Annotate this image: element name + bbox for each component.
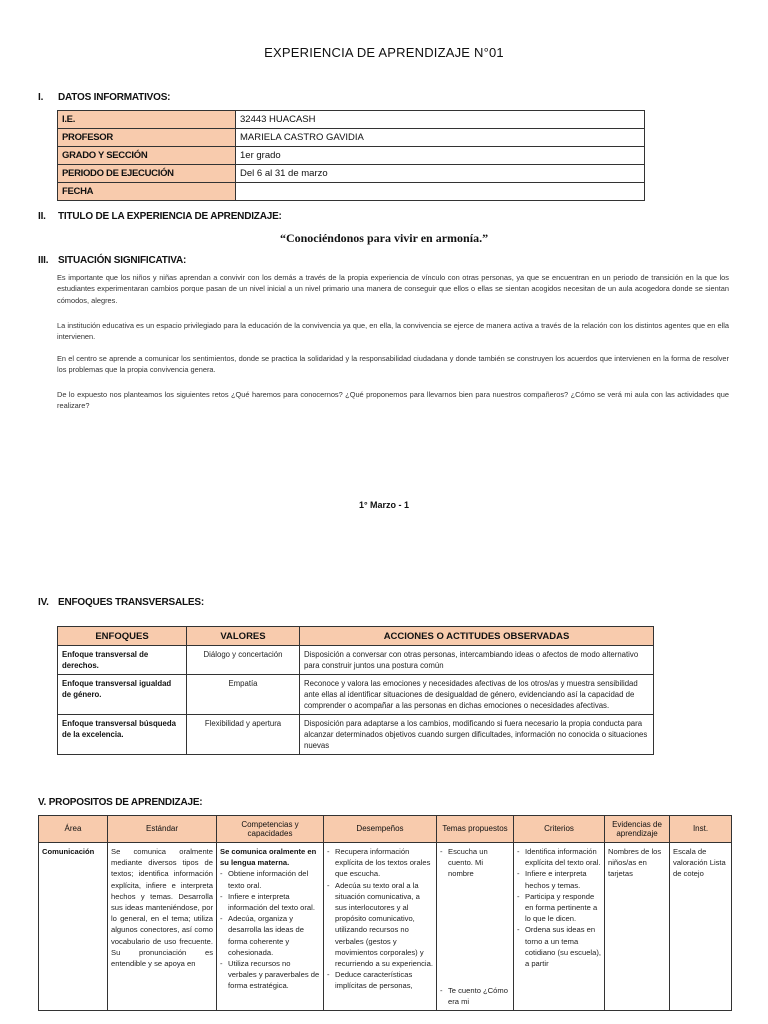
section-enfoques xyxy=(38,597,204,608)
section-title: V. PROPOSITOS DE APRENDIZAJE: xyxy=(38,797,203,808)
list-item: - Obtiene información del texto oral. xyxy=(220,868,320,890)
propositos-table xyxy=(38,815,732,1011)
section-situacion xyxy=(38,255,186,266)
column-header: Inst. xyxy=(670,816,732,843)
info-label: GRADO Y SECCIÓN xyxy=(58,147,236,165)
valor-cell: Flexibilidad y apertura xyxy=(187,715,300,755)
section-propositos xyxy=(38,797,202,808)
valor-cell: Empatía xyxy=(187,675,300,715)
section-title: ENFOQUES TRANSVERSALES: xyxy=(58,597,204,608)
table-row xyxy=(58,183,645,201)
document-title: EXPERIENCIA DE APRENDIZAJE N°01 xyxy=(264,45,504,60)
acciones-cell: Disposición a conversar con otras personas, intercambiando ideas o afectos de modo alternativo para construir juntos una postura común xyxy=(300,646,654,675)
acciones-cell: Disposición para adaptarse a los cambios, modificando si fuera necesario la propia conducta para alcanzar determinados objetivos cuando surgen dificultades, información no conocida o situaciones nuevas xyxy=(300,715,654,755)
estandar-cell: Se comunica oralmente mediante diversos tipos de textos; identifica información explícita, infiere e interpreta hechos y temas. Desarrolla sus ideas manteniéndose, por lo general, en el tema; utiliza algunos conectores, así como vocabulario de uso frecuente. Su pronunciación es entendible y se apoya en xyxy=(108,843,217,1011)
table-header-row xyxy=(58,627,654,646)
list-item: - Identifica información explícita del texto oral. xyxy=(517,846,601,868)
enfoques-table xyxy=(57,626,654,755)
list-item: - Adecúa su texto oral a la situación comunicativa, a sus interlocutores y al propósito comunicativo, utilizando recursos no verbales (gestos y movimientos corporales) y recurriendo a su experiencia. xyxy=(327,880,433,970)
list-item: - Infiere e interpreta hechos y temas. xyxy=(517,868,601,890)
column-header: ENFOQUES xyxy=(58,627,187,646)
enfoque-cell: Enfoque transversal de derechos. xyxy=(58,646,187,675)
section-title: TITULO DE LA EXPERIENCIA DE APRENDIZAJE: xyxy=(58,211,282,222)
paragraph: En el centro se aprende a comunicar los sentimientos, donde se practica la solidaridad y la responsabilidad ciudadana y donde también se construyen los acuerdos que intervienen en la forma de resolver los problemas que la propia convivencia genera. xyxy=(57,354,729,375)
info-table xyxy=(57,110,645,201)
acciones-cell: Reconoce y valora las emociones y necesidades afectivas de los otros/as y muestra sensibilidad ante ellas al identificar situaciones de desigualdad de género, evidenciando así la capacidad de comprender o acompañar a las personas en dichas emociones o necesidades afectivas. xyxy=(300,675,654,715)
temas-list xyxy=(440,846,510,880)
enfoque-cell: Enfoque transversal búsqueda de la excelencia. xyxy=(58,715,187,755)
list-item: - Escucha un cuento. Mi nombre xyxy=(440,846,510,880)
area-cell: Comunicación xyxy=(39,843,108,1011)
column-header: Desempeños xyxy=(324,816,437,843)
info-label: PROFESOR xyxy=(58,129,236,147)
desempenos-list xyxy=(327,846,433,992)
table-header-row xyxy=(39,816,732,843)
table-row xyxy=(58,715,654,755)
section-datos-informativos xyxy=(38,92,170,103)
desempenos-cell xyxy=(324,843,437,1011)
page-label: 1° Marzo - 1 xyxy=(358,500,410,510)
list-item: - Recupera información explícita de los textos orales que escucha. xyxy=(327,846,433,880)
column-header: Estándar xyxy=(108,816,217,843)
table-row xyxy=(58,111,645,129)
column-header: Evidencias de aprendizaje xyxy=(605,816,670,843)
evidencias-cell: Nombres de los niños/as en tarjetas xyxy=(605,843,670,1011)
column-header: Temas propuestos xyxy=(437,816,514,843)
section-number: IV. xyxy=(38,597,49,608)
capacidades-list xyxy=(220,868,320,991)
inst-cell: Escala de valoración Lista de cotejo xyxy=(670,843,732,1011)
info-label: I.E. xyxy=(58,111,236,129)
column-header: VALORES xyxy=(187,627,300,646)
enfoque-cell: Enfoque transversal igualdad de género. xyxy=(58,675,187,715)
temas-cell xyxy=(437,843,514,1011)
list-item: - Utiliza recursos no verbales y paraverbales de forma estratégica. xyxy=(220,958,320,992)
list-item: - Ordena sus ideas en torno a un tema cotidiano (su escuela), a partir xyxy=(517,924,601,969)
table-row xyxy=(58,147,645,165)
paragraph: Es importante que los niños y niñas aprendan a convivir con los demás a través de la propia experiencia de vínculo con otras personas, ya que se encuentran en un periodo de transición en la que los estudiantes experimentaran cambios porque pasan de un nivel inicial a un nivel primario una manera de conseguir que ellos o ellas se sientan acogidos necesitan de un aula acogedora donde se sientan cómodos, alegres. xyxy=(57,273,729,305)
experience-title: “Conociéndonos para vivir en armonía.” xyxy=(279,231,489,245)
info-value: 32443 HUACASH xyxy=(236,111,645,129)
competencias-cell xyxy=(217,843,324,1011)
table-row xyxy=(58,165,645,183)
info-label: FECHA xyxy=(58,183,236,201)
info-value: MARIELA CASTRO GAVIDIA xyxy=(236,129,645,147)
table-row xyxy=(39,843,732,1011)
section-title: DATOS INFORMATIVOS: xyxy=(58,92,171,103)
info-label: PERIODO DE EJECUCIÓN xyxy=(58,165,236,183)
list-item: - Infiere e interpreta información del texto oral. xyxy=(220,891,320,913)
valor-cell: Diálogo y concertación xyxy=(187,646,300,675)
section-number: I. xyxy=(38,92,44,103)
table-row xyxy=(58,646,654,675)
section-titulo xyxy=(38,211,282,222)
list-item: - Te cuento ¿Cómo era mi xyxy=(440,985,510,1007)
table-row xyxy=(58,675,654,715)
paragraph: La institución educativa es un espacio privilegiado para la educación de la convivencia ya que, en ella, la convivencia se ejerce de manera activa a través de la relación con los distintos agentes que en ella intervienen. xyxy=(57,321,729,342)
info-value: 1er grado xyxy=(236,147,645,165)
table-row xyxy=(58,129,645,147)
competencia-title: Se comunica oralmente en su lengua materna. xyxy=(220,847,317,868)
info-value: Del 6 al 31 de marzo xyxy=(236,165,645,183)
column-header: Criterios xyxy=(514,816,605,843)
info-value xyxy=(236,183,645,201)
list-item: - Participa y responde en forma pertinente a lo que le dicen. xyxy=(517,891,601,925)
column-header: Competencias y capacidades xyxy=(217,816,324,843)
column-header: ACCIONES O ACTITUDES OBSERVADAS xyxy=(300,627,654,646)
section-number: II. xyxy=(38,211,46,222)
column-header: Área xyxy=(39,816,108,843)
criterios-list xyxy=(517,846,601,969)
section-number: III. xyxy=(38,255,49,266)
section-title: SITUACIÓN SIGNIFICATIVA: xyxy=(58,255,187,266)
list-item: - Adecúa, organiza y desarrolla las ideas de forma coherente y cohesionada. xyxy=(220,913,320,958)
list-item: - Deduce características implícitas de personas, xyxy=(327,969,433,991)
paragraph: De lo expuesto nos planteamos los siguientes retos ¿Qué haremos para conocernos? ¿Qué proponemos para llevarnos bien para nuestros compañeros? ¿Cómo se verá mi aula con las actividades que realizare? xyxy=(57,390,729,411)
criterios-cell xyxy=(514,843,605,1011)
temas-list xyxy=(440,985,510,1007)
